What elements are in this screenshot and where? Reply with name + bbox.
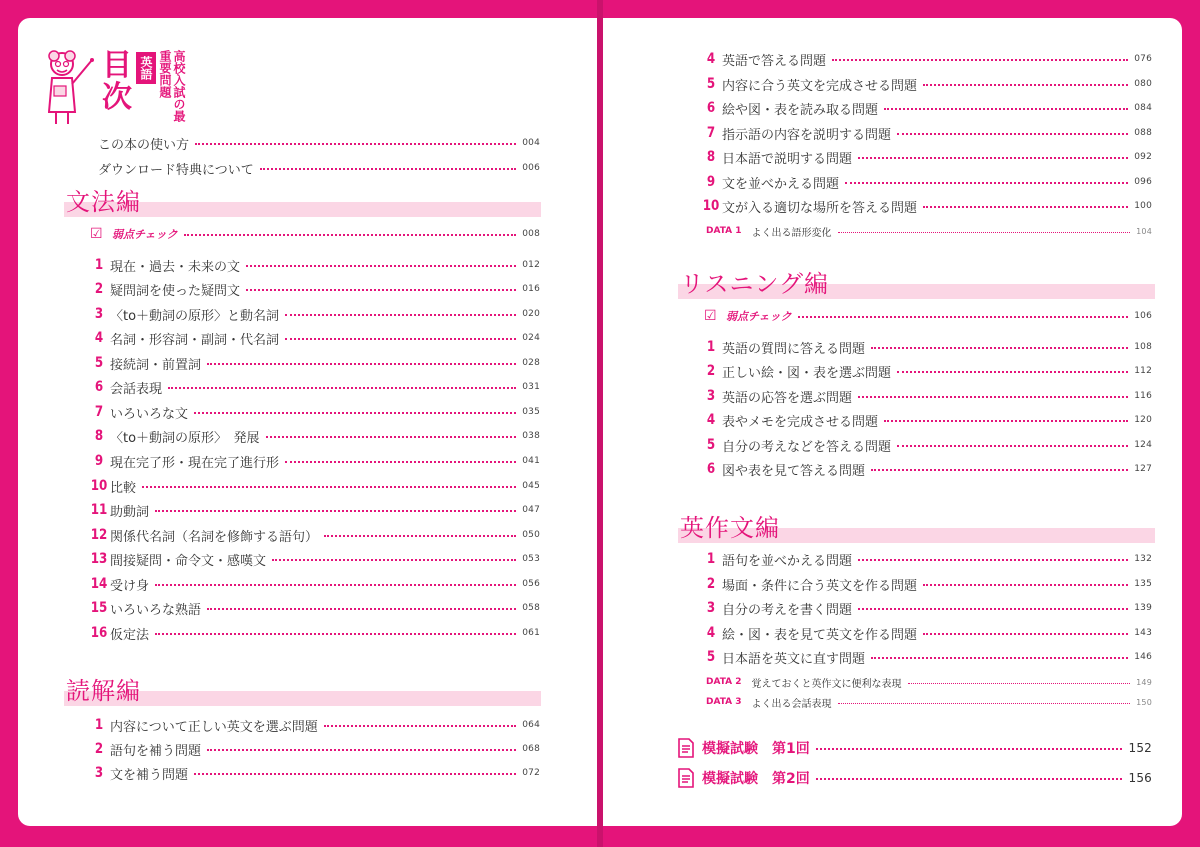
checkbox-icon: ☑ — [704, 308, 717, 324]
leader-dots — [195, 143, 516, 145]
toc-entry[interactable]: 9 文を並べかえる問題 096 — [706, 174, 1152, 192]
data-entry[interactable]: DATA 3 よく出る会話表現 150 — [706, 697, 1152, 710]
document-icon — [678, 768, 694, 788]
mock-exam-entry[interactable]: 模擬試験 第2回 156 — [678, 767, 1152, 789]
toc-entry[interactable]: 8 日本語で説明する問題 092 — [706, 149, 1152, 167]
right-page — [603, 18, 1182, 826]
toc-title: 目次 — [102, 48, 132, 115]
toc-entry[interactable]: 3 英語の応答を選ぶ問題 116 — [706, 388, 1152, 406]
toc-entry[interactable]: 3 文を補う問題 072 — [94, 765, 540, 783]
toc-entry[interactable]: 4 表やメモを完成させる問題 120 — [706, 412, 1152, 430]
section-heading-reading: 読解編 — [64, 676, 541, 706]
toc-entry[interactable]: 4 英語で答える問題 076 — [706, 51, 1152, 69]
toc-entry[interactable]: 2 語句を補う問題 068 — [94, 741, 540, 759]
teacher-mascot-icon — [48, 48, 94, 126]
toc-entry[interactable]: 5 接続詞・前置詞 028 — [94, 355, 540, 373]
toc-entry[interactable]: 8 〈to＋動詞の原形〉 発展 038 — [94, 428, 540, 446]
toc-entry[interactable]: 9 現在完了形・現在完了進行形 041 — [94, 453, 540, 471]
section-heading-grammar: 文法編 — [64, 187, 541, 217]
toc-entry[interactable]: 1 英語の質問に答える問題 108 — [706, 339, 1152, 357]
toc-entry[interactable]: 5 日本語を英文に直す問題 146 — [706, 649, 1152, 667]
section-heading-writing: 英作文編 — [678, 513, 1155, 543]
toc-entry[interactable]: 6 会話表現 031 — [94, 379, 540, 397]
subject-label: 英語 — [136, 52, 156, 84]
document-icon — [678, 738, 694, 758]
leader-dots — [260, 168, 516, 170]
mock-exam-entry[interactable]: 模擬試験 第1回 152 — [678, 737, 1152, 759]
toc-entry[interactable]: 16 仮定法 061 — [90, 625, 540, 643]
toc-entry[interactable]: 10 比較 045 — [90, 478, 540, 496]
toc-entry[interactable] — [98, 132, 540, 154]
leader-dots — [184, 234, 517, 236]
toc-entry[interactable]: 12 関係代名詞（名詞を修飾する語句） 050 — [90, 527, 540, 545]
toc-entry[interactable]: 3 自分の考えを書く問題 139 — [706, 600, 1152, 618]
toc-entry[interactable]: 6 図や表を見て答える問題 127 — [706, 461, 1152, 479]
weak-point-check-entry[interactable]: ☑ 弱点チェック 008 — [90, 226, 540, 242]
toc-entry[interactable]: 1 現在・過去・未来の文 012 — [94, 257, 540, 275]
toc-entry[interactable]: 4 絵・図・表を見て英文を作る問題 143 — [706, 625, 1152, 643]
toc-entry[interactable]: 10 文が入る適切な場所を答える問題 100 — [702, 198, 1152, 216]
toc-entry[interactable]: 7 いろいろな文 035 — [94, 404, 540, 422]
toc-entry[interactable]: 13 間接疑問・命令文・感嘆文 053 — [90, 551, 540, 569]
toc-entry[interactable]: 1 語句を並べかえる問題 132 — [706, 551, 1152, 569]
toc-entry[interactable]: 1 内容について正しい英文を選ぶ問題 064 — [94, 717, 540, 735]
toc-entry[interactable]: 3 〈to＋動詞の原形〉と動名詞 020 — [94, 306, 540, 324]
left-page — [18, 18, 597, 826]
entry-page: 006 — [522, 163, 540, 173]
weak-point-check-entry[interactable]: ☑ 弱点チェック 106 — [704, 308, 1152, 324]
toc-entry[interactable]: 7 指示語の内容を説明する問題 088 — [706, 125, 1152, 143]
toc-header — [48, 48, 188, 128]
toc-entry[interactable]: 5 内容に合う英文を完成させる問題 080 — [706, 76, 1152, 94]
toc-entry[interactable]: 2 場面・条件に合う英文を作る問題 135 — [706, 576, 1152, 594]
data-entry[interactable]: DATA 2 覚えておくと英作文に便利な表現 149 — [706, 677, 1152, 690]
toc-entry[interactable]: 11 助動詞 047 — [90, 502, 540, 520]
data-entry[interactable]: DATA 1 よく出る語形変化 104 — [706, 226, 1152, 239]
section-heading-listening: リスニング編 — [678, 269, 1155, 299]
series-label: 高校入試の最重要問題 — [158, 50, 186, 122]
toc-entry[interactable]: 2 疑問詞を使った疑問文 016 — [94, 281, 540, 299]
entry-label: ダウンロード特典について — [98, 162, 254, 178]
toc-entry[interactable]: 14 受け身 056 — [90, 576, 540, 594]
toc-entry[interactable]: 5 自分の考えなどを答える問題 124 — [706, 437, 1152, 455]
checkbox-icon: ☑ — [90, 226, 103, 242]
toc-entry[interactable] — [98, 157, 540, 179]
toc-entry[interactable]: 6 絵や図・表を読み取る問題 084 — [706, 100, 1152, 118]
toc-entry[interactable]: 4 名詞・形容詞・副詞・代名詞 024 — [94, 330, 540, 348]
entry-page: 004 — [522, 138, 540, 148]
toc-entry[interactable]: 2 正しい絵・図・表を選ぶ問題 112 — [706, 363, 1152, 381]
entry-label: この本の使い方 — [98, 137, 190, 153]
toc-entry[interactable]: 15 いろいろな熟語 058 — [90, 600, 540, 618]
